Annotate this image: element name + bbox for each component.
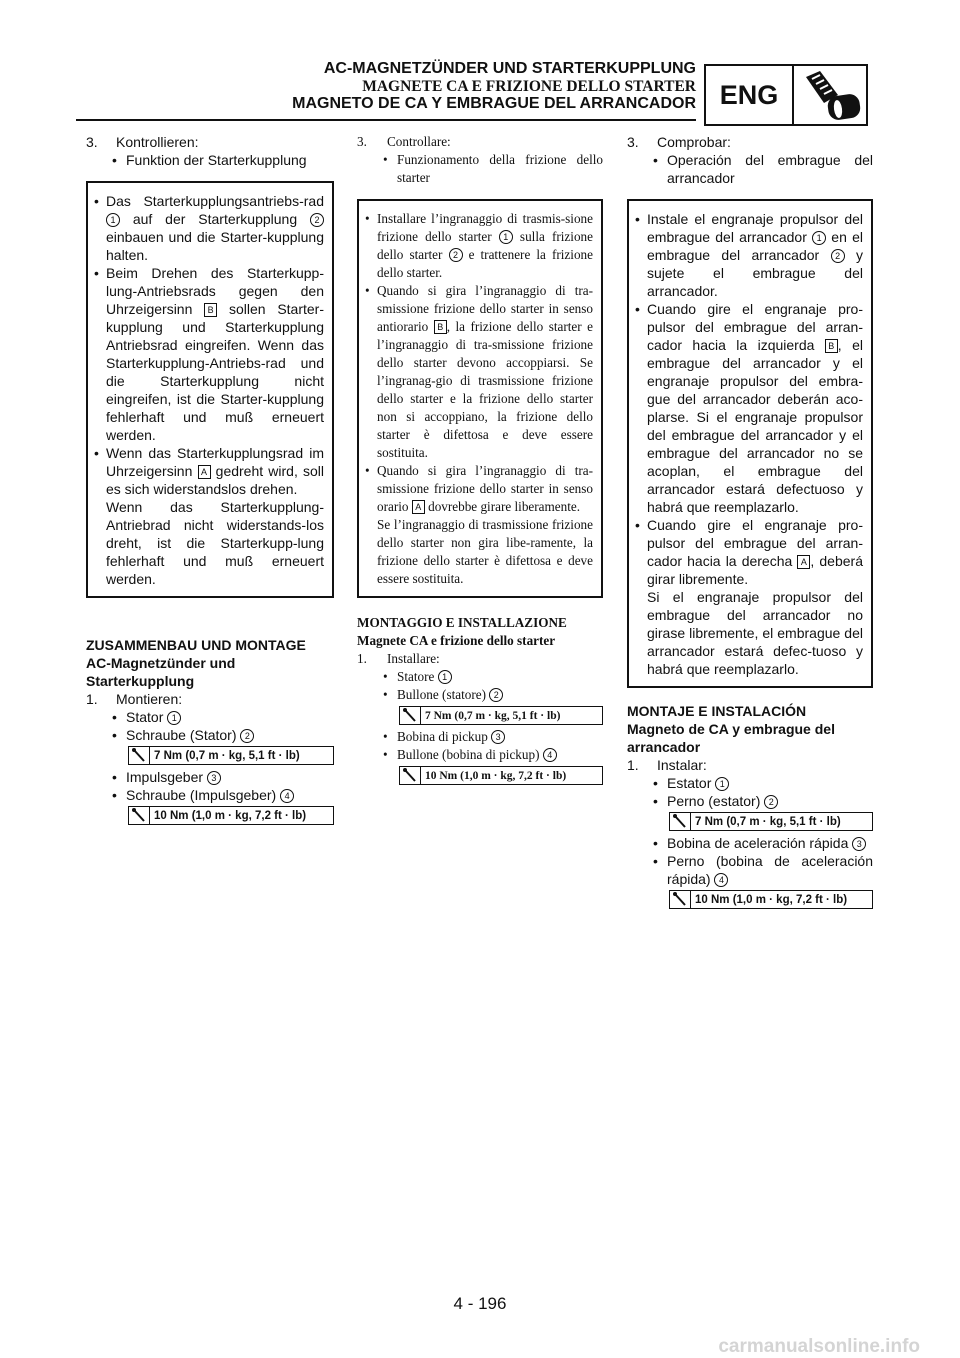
list-item: [86, 151, 334, 169]
item-text: Impulsgeber: [126, 769, 207, 785]
ref-b: B: [434, 320, 447, 334]
box-item-text: Das Starterkupplungsantriebs-rad 1 auf der Starterkupplung 2 einbauen und die Starter-kupplung halten.: [106, 193, 324, 263]
item-text: Funktion der Starterkupplung: [126, 152, 307, 168]
ref-2: 2: [310, 213, 324, 227]
list-item: • Perno (bobina de aceleración rápida) 4: [653, 853, 873, 887]
ref-2: 2: [764, 795, 778, 809]
box-item-text: Instale el engranaje propulsor del embrague del arrancador 1 en el embrague del arrancador 2 y sujete el embrague del arrancador.: [647, 211, 863, 299]
item-text: Bullone (bobina di pickup): [397, 747, 543, 762]
box-item-text: Cuando gire el engranaje pro-pulsor del embrague del arran-cador hacia la izquierda B , el embrague del arrancador y el engranaje propulsor del embra-gue del arrancador deberán aco-plarse. Si el engranaje propulsor del embrague del arrancador y el embrague del arrancador no se acoplan, el embrague del arrancador estará defectuoso y habrá que reemplazarlo.: [647, 301, 863, 515]
bullet: •: [94, 193, 99, 209]
list-item: • Stator 1: [86, 708, 334, 726]
step-number: 3.: [627, 134, 639, 150]
box-item: [635, 210, 863, 300]
torque-value: 7 Nm (0,7 m · kg, 5,1 ft · lb): [425, 709, 561, 722]
item-text: Schraube (Impulsgeber): [126, 787, 281, 803]
ref-1: 1: [106, 213, 120, 227]
torque-wrench-icon: [670, 813, 691, 830]
bullet: •: [365, 283, 370, 298]
ref-4: 4: [714, 873, 728, 887]
ref-1: 1: [499, 230, 513, 244]
torque-wrench-icon: [400, 707, 421, 724]
item-text: Operación del embrague del arrancador: [667, 152, 873, 186]
item-text: Statore: [397, 669, 438, 684]
box-item-text: Cuando gire el engranaje pro-pulsor del embrague del arran-cador hacia la derecha A , deberá girar libremente. Si el engranaje propulsor del embrague del arrancador no girase libremente, el embrague del arrancador estará defec-tuoso y habrá que reemplazarlo.: [647, 517, 863, 677]
ref-2: 2: [240, 729, 254, 743]
install-step: [627, 756, 873, 774]
torque-spec: [128, 806, 334, 825]
instruction-box: [627, 199, 873, 688]
torque-wrench-icon: [129, 747, 150, 764]
step-number: 3.: [357, 134, 367, 149]
ref-b: B: [825, 339, 838, 353]
ref-a: A: [797, 555, 810, 569]
box-item-text: Beim Drehen des Starterkupp-lung-Antriebsrads gegen den Uhrzeigersinn B sollen Starter-kupplung und Starterkupplung Antriebsrad eingreifen. Wenn das Starterkupplung-Antriebs-rad und die Starterkupplung nicht eingreifen, ist die Starter-kupplung fehlerhaft und muß erneuert werden.: [106, 265, 324, 443]
box-item: [365, 462, 593, 588]
box-item: [365, 210, 593, 282]
torque-spec: [128, 746, 334, 765]
box-item-text: Quando si gira l’ingranaggio di tra-smissione frizione dello starter in senso orario A dovrebbe girare liberamente. Se l’ingranaggio di trasmissione frizione dello starter non gira libe-ramente, la frizione dello starter è difettosa e deve essere sostituita.: [377, 463, 593, 586]
watermark: carmanualsonline.info: [718, 1336, 920, 1357]
bullet: •: [94, 445, 99, 461]
box-item: [365, 282, 593, 462]
item-text: Perno (bobina de aceleración rápida): [667, 853, 873, 887]
header-rule: [76, 119, 696, 121]
language-badge-label: ENG: [719, 80, 779, 110]
torque-value: 10 Nm (1,0 m · kg, 7,2 ft · lb): [695, 893, 848, 906]
instruction-box: [86, 181, 334, 598]
step-number: 1.: [357, 651, 367, 666]
header-title-de: AC-MAGNETZÜNDER UND STARTERKUPPLUNG: [323, 60, 696, 77]
bullet: •: [112, 152, 117, 168]
bullet: •: [635, 301, 640, 317]
column-italian: [357, 133, 603, 788]
step-label: Installare:: [387, 651, 440, 666]
section-title: MONTAGGIO E INSTALLAZIONE: [357, 615, 567, 630]
step-number: 1.: [627, 757, 639, 773]
list-item: [357, 151, 603, 187]
torque-value: 7 Nm (0,7 m · kg, 5,1 ft · lb): [154, 749, 300, 762]
bullet: •: [653, 152, 658, 168]
check-step: [627, 133, 873, 151]
instruction-box: [357, 199, 603, 598]
column-german: [86, 133, 334, 828]
bullet: •: [365, 463, 370, 478]
ref-a: A: [412, 500, 425, 514]
torque-wrench-icon: [670, 891, 691, 908]
torque-wrench-icon: [129, 807, 150, 824]
bullet: •: [635, 517, 640, 533]
bullet: •: [383, 152, 388, 167]
box-item: [94, 264, 324, 444]
box-item: [635, 300, 863, 516]
ref-2: 2: [449, 248, 463, 262]
check-step: [86, 133, 334, 151]
list-item: • Perno (estator) 2: [627, 792, 873, 810]
engine-icon: [798, 69, 864, 123]
torque-value: 10 Nm (1,0 m · kg, 7,2 ft · lb): [154, 809, 307, 822]
ref-3: 3: [491, 730, 505, 744]
item-text: Bobina di pickup: [397, 729, 492, 744]
item-text: Bullone (statore): [397, 687, 490, 702]
box-item: [635, 516, 863, 678]
ref-1: 1: [812, 231, 826, 245]
install-step: [357, 650, 603, 668]
item-text: Stator: [126, 709, 168, 725]
section-subtitle: Magneto de CA y embrague del arrancador: [627, 721, 835, 755]
header-title-es: MAGNETO DE CA Y EMBRAGUE DEL ARRANCADOR: [292, 95, 696, 112]
section-title: ZUSAMMENBAU UND MONTAGE: [86, 637, 306, 653]
ref-2: 2: [489, 688, 503, 702]
item-text: Bobina de aceleración rápida: [667, 835, 853, 851]
list-item: • Estator 1: [627, 774, 873, 792]
torque-spec: [669, 890, 873, 909]
torque-value: 7 Nm (0,7 m · kg, 5,1 ft · lb): [695, 815, 841, 828]
box-item: [94, 444, 324, 588]
box-item-text: Quando si gira l’ingranaggio di tra-smissione frizione dello starter in senso antiorario B , la frizione dello starter e l’ingranaggio di tra-smissione frizione dello starter devono accoppiarsi. Se l’ingranag-gio di trasmissione frizione dello starter e la frizione dello starter non si accoppiano, la frizione dello starter è difettosa e deve essere sostituita.: [377, 283, 593, 460]
torque-spec: [399, 706, 603, 725]
column-spanish: [627, 133, 873, 912]
list-item: • Bullone (statore) 2: [357, 686, 603, 704]
ref-2: 2: [831, 249, 845, 263]
list-item: [627, 151, 873, 187]
list-item: • Schraube (Stator) 2: [86, 726, 334, 744]
section-subtitle: AC-Magnetzünder und Starterkupplung: [86, 655, 236, 689]
list-item: • Schraube (Impulsgeber) 4: [86, 786, 334, 804]
ref-1: 1: [438, 670, 452, 684]
ref-4: 4: [280, 789, 294, 803]
list-item: • Statore 1: [357, 668, 603, 686]
bullet: •: [365, 211, 370, 226]
box-item-text: Installare l’ingranaggio di trasmis-sione frizione dello starter 1 sulla frizione dello starter 2 e trattenere la frizione dello starter.: [377, 211, 593, 280]
step-number: 3.: [86, 134, 98, 150]
section-subtitle: Magnete CA e frizione dello starter: [357, 633, 556, 648]
ref-4: 4: [543, 748, 557, 762]
box-item-text: Wenn das Starterkupplungsrad im Uhrzeigersinn A gedreht wird, soll es sich widerstandslos drehen. Wenn das Starterkupplung-Antriebrad nicht widerstands-los dreht, ist die Starterkupp-lung fehlerhaft und muß erneuert werden.: [106, 445, 324, 587]
step-number: 1.: [86, 691, 98, 707]
list-item: • Bobina di pickup 3: [357, 728, 603, 746]
ref-3: 3: [207, 771, 221, 785]
install-step: [86, 690, 334, 708]
box-item: [94, 192, 324, 264]
ref-b: B: [204, 303, 217, 317]
check-step: [357, 133, 603, 151]
ref-1: 1: [715, 777, 729, 791]
torque-spec: [399, 766, 603, 785]
step-label: Montieren:: [116, 691, 183, 707]
section-title: MONTAJE E INSTALACIÓN: [627, 703, 807, 719]
badge-divider: [792, 66, 794, 124]
page-number: 4 - 196: [453, 1294, 507, 1313]
bullet: •: [635, 211, 640, 227]
item-text: Perno (estator): [667, 793, 765, 809]
list-item: • Impulsgeber 3: [86, 768, 334, 786]
item-text: Estator: [667, 775, 716, 791]
ref-3: 3: [852, 837, 866, 851]
step-label: Comprobar:: [657, 134, 731, 150]
torque-value: 10 Nm (1,0 m · kg, 7,2 ft · lb): [425, 769, 567, 782]
item-text: Funzionamento della frizione dello starter: [397, 152, 603, 185]
step-label: Controllare:: [387, 134, 451, 149]
item-text: Schraube (Stator): [126, 727, 241, 743]
list-item: • Bullone (bobina di pickup) 4: [357, 746, 603, 764]
ref-1: 1: [167, 711, 181, 725]
ref-a: A: [198, 465, 211, 479]
list-item: • Bobina de aceleración rápida 3: [627, 834, 873, 852]
torque-wrench-icon: [400, 767, 421, 784]
torque-spec: [669, 812, 873, 831]
step-label: Instalar:: [657, 757, 707, 773]
step-label: Kontrollieren:: [116, 134, 199, 150]
bullet: •: [94, 265, 99, 281]
header-title-it: MAGNETE CA E FRIZIONE DELLO STARTER: [362, 78, 696, 95]
language-badge: [704, 64, 868, 126]
